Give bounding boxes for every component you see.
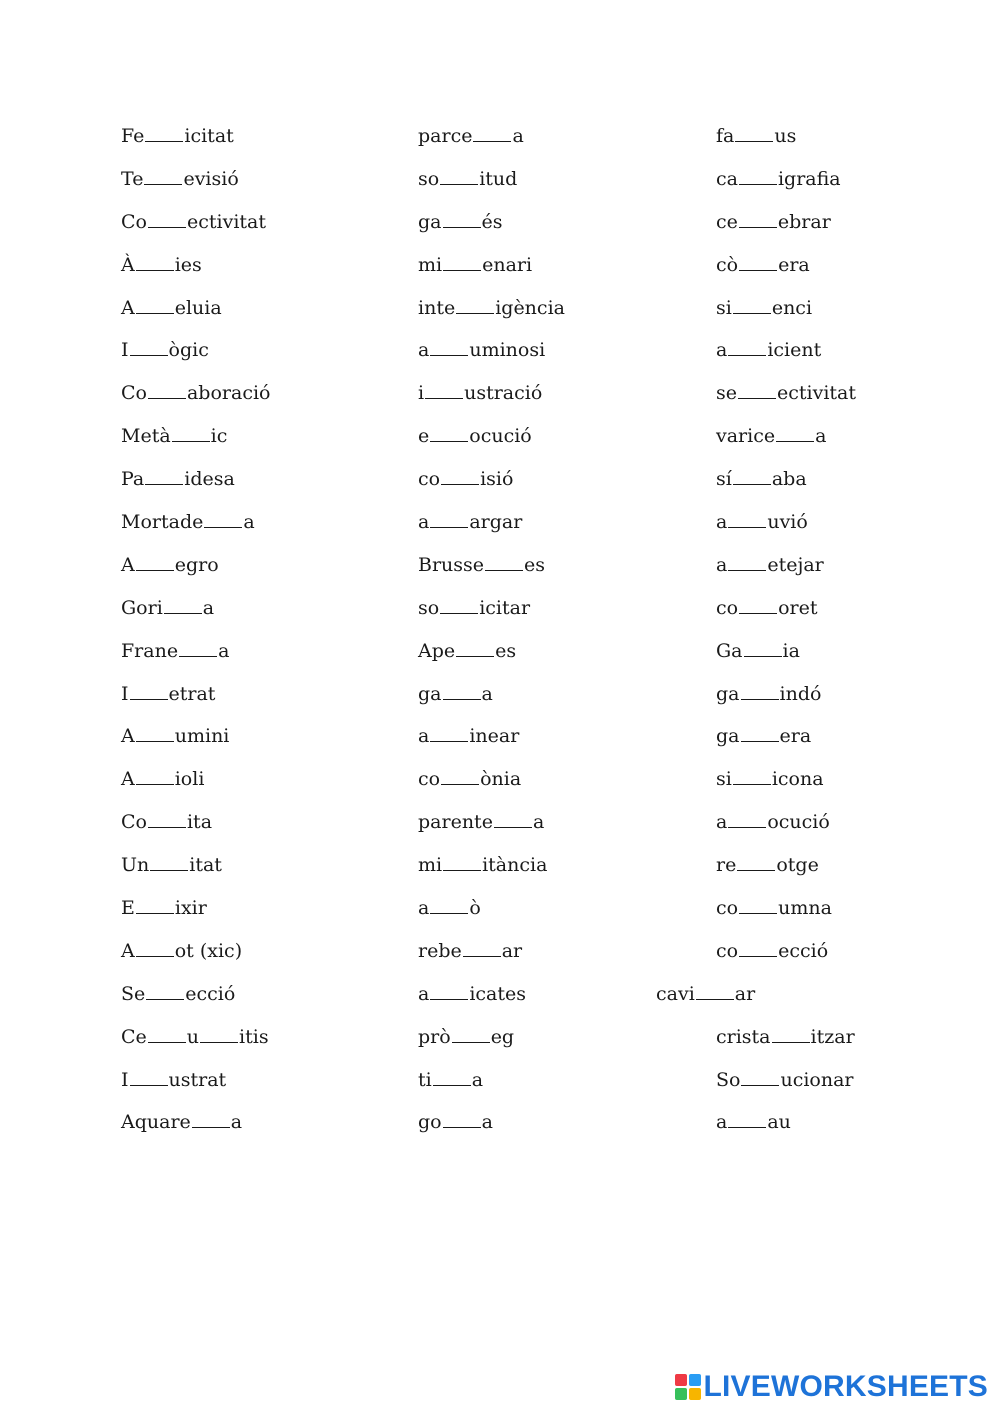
blank-line[interactable] xyxy=(733,466,771,485)
word-item xyxy=(716,807,856,850)
word-fragment: co xyxy=(716,897,739,920)
blank-line[interactable] xyxy=(463,938,501,957)
blank-line[interactable] xyxy=(733,766,771,785)
word-fragment: a xyxy=(815,425,827,448)
word-item xyxy=(418,378,565,421)
word-item xyxy=(716,593,856,636)
blank-line[interactable] xyxy=(443,852,481,871)
word-item xyxy=(418,164,565,207)
word-fragment: A xyxy=(121,768,135,791)
word-item xyxy=(716,936,856,979)
word-item xyxy=(716,679,856,722)
blank-line[interactable] xyxy=(443,209,481,228)
word-fragment: icates xyxy=(469,982,527,1005)
blank-line[interactable] xyxy=(136,295,174,314)
word-fragment: ita xyxy=(186,811,213,834)
word-item xyxy=(121,421,270,464)
word-column-3 xyxy=(656,121,857,1150)
word-item xyxy=(121,850,270,893)
word-fragment: és xyxy=(481,210,503,233)
blank-line[interactable] xyxy=(441,466,479,485)
word-fragment: enari xyxy=(482,253,533,276)
blank-line[interactable] xyxy=(172,423,210,442)
word-item xyxy=(121,550,270,593)
word-item xyxy=(716,121,856,164)
word-fragment: I xyxy=(121,682,129,705)
word-item xyxy=(418,464,565,507)
word-item xyxy=(716,550,856,593)
blank-line[interactable] xyxy=(192,1109,230,1128)
word-fragment: etejar xyxy=(767,553,824,576)
blank-line[interactable] xyxy=(144,166,182,185)
word-fragment: Brusse xyxy=(418,553,485,576)
blank-line[interactable] xyxy=(443,681,481,700)
word-column-2 xyxy=(418,121,565,1150)
word-item xyxy=(716,721,856,764)
word-fragment: icient xyxy=(767,339,822,362)
word-item xyxy=(121,121,270,164)
word-fragment: so xyxy=(418,596,440,619)
word-item xyxy=(418,1107,565,1150)
word-item xyxy=(418,207,565,250)
blank-line[interactable] xyxy=(728,1109,766,1128)
blank-line[interactable] xyxy=(738,380,776,399)
blank-line[interactable] xyxy=(456,638,494,657)
word-fragment: ca xyxy=(716,167,738,190)
word-fragment: I xyxy=(121,1068,129,1091)
word-fragment: si xyxy=(716,296,732,319)
word-fragment: Aquare xyxy=(121,1111,191,1134)
word-fragment: ecció xyxy=(778,939,829,962)
word-fragment: etrat xyxy=(168,682,216,705)
blank-line[interactable] xyxy=(136,895,174,914)
word-item xyxy=(418,550,565,593)
word-item xyxy=(121,335,270,378)
blank-line[interactable] xyxy=(145,466,183,485)
word-fragment: a xyxy=(716,339,728,362)
word-fragment: parente xyxy=(418,811,493,834)
word-fragment: ucionar xyxy=(780,1068,854,1091)
word-item xyxy=(121,293,270,336)
blank-line[interactable] xyxy=(136,552,174,571)
word-fragment: a xyxy=(716,553,728,576)
word-item xyxy=(716,507,856,550)
blank-line[interactable] xyxy=(148,809,186,828)
word-fragment: ic xyxy=(210,425,228,448)
blank-line[interactable] xyxy=(430,895,468,914)
word-fragment: enci xyxy=(771,296,813,319)
word-fragment: ecció xyxy=(185,982,236,1005)
word-fragment: ar xyxy=(501,939,523,962)
blank-line[interactable] xyxy=(136,766,174,785)
word-fragment: us xyxy=(774,125,797,147)
word-fragment: Co xyxy=(121,210,147,233)
word-fragment: era xyxy=(779,725,812,748)
word-fragment: icona xyxy=(771,768,824,791)
brand-text: LIVEWORKSHEETS xyxy=(703,1370,988,1403)
blank-line[interactable] xyxy=(739,252,777,271)
blank-line[interactable] xyxy=(739,166,777,185)
blank-line[interactable] xyxy=(136,723,174,742)
word-fragment: Frane xyxy=(121,639,179,662)
word-item xyxy=(121,1107,270,1150)
word-item xyxy=(418,1065,565,1108)
blank-line[interactable] xyxy=(473,123,511,142)
word-fragment: mi xyxy=(418,253,443,276)
blank-line[interactable] xyxy=(136,938,174,957)
word-item xyxy=(121,250,270,293)
word-fragment: umini xyxy=(174,725,230,748)
word-item xyxy=(716,1065,856,1108)
word-fragment: egro xyxy=(174,553,219,576)
blank-line[interactable] xyxy=(443,252,481,271)
word-item xyxy=(418,721,565,764)
word-fragment: À xyxy=(121,253,135,276)
word-fragment: ocució xyxy=(469,425,532,448)
blank-line[interactable] xyxy=(130,1067,168,1086)
word-fragment: Gori xyxy=(121,596,163,619)
blank-line[interactable] xyxy=(146,981,184,1000)
word-fragment: fa xyxy=(716,125,735,147)
blank-line[interactable] xyxy=(741,723,779,742)
word-item xyxy=(121,207,270,250)
word-fragment: es xyxy=(524,553,546,576)
word-item xyxy=(716,207,856,250)
word-fragment: a xyxy=(218,639,230,662)
word-item xyxy=(418,1022,565,1065)
word-fragment: argar xyxy=(469,511,523,534)
word-fragment: ectivitat xyxy=(777,382,857,405)
word-fragment: co xyxy=(716,939,739,962)
word-item xyxy=(121,636,270,679)
word-fragment: co xyxy=(418,468,441,491)
blank-line[interactable] xyxy=(728,337,766,356)
word-fragment: a xyxy=(471,1068,484,1091)
blank-line[interactable] xyxy=(744,638,782,657)
word-item xyxy=(418,936,565,979)
word-fragment: So xyxy=(716,1068,741,1091)
word-fragment: Co xyxy=(121,382,147,405)
word-item xyxy=(716,636,856,679)
word-fragment: ixir xyxy=(174,897,207,920)
word-fragment: icitar xyxy=(479,596,531,619)
word-item xyxy=(716,850,856,893)
word-fragment: Metà xyxy=(121,425,171,448)
word-fragment: ustració xyxy=(464,382,543,405)
word-item xyxy=(121,1065,270,1108)
blank-line[interactable] xyxy=(430,509,468,528)
word-fragment: u xyxy=(186,1025,200,1048)
word-item xyxy=(121,1022,270,1065)
word-fragment: aboració xyxy=(186,382,271,405)
word-item xyxy=(716,335,856,378)
word-fragment: se xyxy=(716,382,737,405)
word-fragment: Ga xyxy=(716,639,743,662)
word-fragment: a xyxy=(418,339,430,362)
word-fragment: igència xyxy=(495,296,565,319)
word-fragment: au xyxy=(767,1111,791,1134)
word-item xyxy=(418,593,565,636)
word-fragment: ònia xyxy=(480,768,522,791)
word-item xyxy=(716,421,856,464)
blank-line[interactable] xyxy=(772,1024,810,1043)
word-fragment: ioli xyxy=(174,768,205,791)
word-item xyxy=(656,979,856,1022)
word-fragment: Pa xyxy=(121,468,145,491)
word-fragment: inte xyxy=(418,296,456,319)
word-fragment: a xyxy=(418,897,430,920)
word-fragment: a xyxy=(230,1111,243,1134)
word-fragment: ebrar xyxy=(777,210,831,233)
word-fragment: oret xyxy=(778,596,818,619)
word-fragment: parce xyxy=(418,125,473,147)
word-fragment: umna xyxy=(778,897,832,920)
word-fragment: ò xyxy=(469,897,481,920)
blank-line[interactable] xyxy=(741,1067,779,1086)
word-item xyxy=(121,679,270,722)
blank-line[interactable] xyxy=(443,1109,481,1128)
word-fragment: Co xyxy=(121,811,147,834)
word-fragment: ocució xyxy=(767,811,830,834)
word-item xyxy=(418,893,565,936)
word-fragment: itzar xyxy=(810,1025,855,1048)
word-item xyxy=(418,421,565,464)
word-fragment: igrafia xyxy=(777,167,841,190)
word-fragment: ustrat xyxy=(168,1068,227,1091)
word-fragment: ga xyxy=(418,682,442,705)
blank-line[interactable] xyxy=(728,509,766,528)
word-fragment: a xyxy=(716,511,728,534)
word-fragment: uminosi xyxy=(469,339,546,362)
word-fragment: uvió xyxy=(767,511,808,534)
word-item xyxy=(121,507,270,550)
word-item xyxy=(121,164,270,207)
word-fragment: itat xyxy=(189,854,222,877)
word-fragment: A xyxy=(121,725,135,748)
blank-line[interactable] xyxy=(485,552,523,571)
word-fragment: A xyxy=(121,553,135,576)
word-item xyxy=(716,1022,856,1065)
word-item xyxy=(121,979,270,1022)
word-item xyxy=(418,507,565,550)
word-fragment: eluia xyxy=(174,296,222,319)
blank-line[interactable] xyxy=(452,1024,490,1043)
blank-line[interactable] xyxy=(741,681,779,700)
word-fragment: inear xyxy=(469,725,520,748)
word-fragment: a xyxy=(243,511,255,534)
word-fragment: a xyxy=(481,682,493,705)
blank-line[interactable] xyxy=(150,852,188,871)
word-item xyxy=(121,721,270,764)
word-fragment: Mortade xyxy=(121,511,204,534)
word-item xyxy=(716,893,856,936)
word-fragment: ia xyxy=(782,639,800,662)
word-fragment: ies xyxy=(174,253,202,276)
word-fragment: Un xyxy=(121,854,150,877)
blank-line[interactable] xyxy=(739,209,777,228)
word-column-1 xyxy=(121,121,270,1150)
word-item xyxy=(418,335,565,378)
blank-line[interactable] xyxy=(200,1024,238,1043)
word-item xyxy=(121,464,270,507)
blank-line[interactable] xyxy=(733,295,771,314)
word-fragment: re xyxy=(716,854,737,877)
word-fragment: ga xyxy=(716,682,740,705)
blank-line[interactable] xyxy=(136,252,174,271)
blank-line[interactable] xyxy=(494,809,532,828)
blank-line[interactable] xyxy=(148,1024,186,1043)
word-item xyxy=(716,378,856,421)
word-fragment: crista xyxy=(716,1025,771,1048)
blank-line[interactable] xyxy=(456,295,494,314)
blank-line[interactable] xyxy=(441,766,479,785)
word-fragment: co xyxy=(418,768,441,791)
blank-line[interactable] xyxy=(440,595,478,614)
word-fragment: a xyxy=(418,511,430,534)
word-item xyxy=(716,764,856,807)
word-fragment: E xyxy=(121,897,135,920)
word-fragment: I xyxy=(121,339,129,362)
blank-line[interactable] xyxy=(430,981,468,1000)
word-fragment: e xyxy=(418,425,430,448)
word-item xyxy=(121,593,270,636)
blank-line[interactable] xyxy=(737,852,775,871)
word-item xyxy=(121,936,270,979)
word-fragment: aba xyxy=(771,468,807,491)
liveworksheets-logo-icon xyxy=(675,1374,701,1400)
word-fragment: prò xyxy=(418,1025,451,1048)
word-fragment: A xyxy=(121,939,135,962)
word-fragment: itud xyxy=(479,167,518,190)
blank-line[interactable] xyxy=(440,166,478,185)
word-fragment: evisió xyxy=(183,167,239,190)
word-fragment: si xyxy=(716,768,732,791)
word-item xyxy=(121,764,270,807)
word-item xyxy=(716,1107,856,1150)
word-fragment: ot (xic) xyxy=(174,939,243,962)
blank-line[interactable] xyxy=(739,895,777,914)
word-fragment: cò xyxy=(716,253,739,276)
word-fragment: ectivitat xyxy=(186,210,266,233)
blank-line[interactable] xyxy=(430,337,468,356)
blank-line[interactable] xyxy=(728,809,766,828)
word-fragment: ar xyxy=(734,982,756,1005)
word-fragment: ga xyxy=(418,210,442,233)
word-fragment: a xyxy=(418,725,430,748)
blank-line[interactable] xyxy=(425,380,463,399)
word-fragment: icitat xyxy=(184,125,234,147)
word-fragment: cavi xyxy=(656,982,695,1005)
word-fragment: varice xyxy=(716,425,776,448)
blank-line[interactable] xyxy=(179,638,217,657)
blank-line[interactable] xyxy=(164,595,202,614)
word-item xyxy=(716,464,856,507)
word-fragment: a xyxy=(418,982,430,1005)
word-fragment: otge xyxy=(776,854,819,877)
word-item xyxy=(418,807,565,850)
word-item xyxy=(121,893,270,936)
blank-line[interactable] xyxy=(148,209,186,228)
word-fragment: so xyxy=(418,167,440,190)
word-item xyxy=(418,764,565,807)
blank-line[interactable] xyxy=(130,337,168,356)
word-fragment: a xyxy=(481,1111,493,1134)
word-item xyxy=(121,807,270,850)
blank-line[interactable] xyxy=(739,938,777,957)
word-fragment: Ce xyxy=(121,1025,147,1048)
blank-line[interactable] xyxy=(130,681,168,700)
word-fragment: Ape xyxy=(418,639,456,662)
blank-line[interactable] xyxy=(696,981,734,1000)
word-fragment: i xyxy=(418,382,425,405)
word-fragment: ògic xyxy=(168,339,209,362)
word-item xyxy=(418,679,565,722)
blank-line[interactable] xyxy=(739,595,777,614)
blank-line[interactable] xyxy=(430,723,468,742)
word-fragment: go xyxy=(418,1111,442,1134)
blank-line[interactable] xyxy=(430,423,468,442)
word-item xyxy=(418,979,565,1022)
word-fragment: eg xyxy=(490,1025,515,1048)
word-item xyxy=(418,850,565,893)
blank-line[interactable] xyxy=(148,380,186,399)
blank-line[interactable] xyxy=(145,123,183,142)
word-fragment: Se xyxy=(121,982,146,1005)
word-item xyxy=(418,636,565,679)
word-fragment: ti xyxy=(418,1068,432,1091)
word-fragment: a xyxy=(716,811,728,834)
word-item xyxy=(716,293,856,336)
word-fragment: isió xyxy=(480,468,514,491)
word-fragment: mi xyxy=(418,854,443,877)
word-item xyxy=(716,164,856,207)
word-fragment: a xyxy=(716,1111,728,1134)
word-fragment: a xyxy=(512,125,524,147)
word-fragment: a xyxy=(202,596,215,619)
word-fragment: a xyxy=(532,811,545,834)
word-item xyxy=(418,250,565,293)
blank-line[interactable] xyxy=(735,123,773,142)
word-fragment: Fe xyxy=(121,125,145,147)
blank-line[interactable] xyxy=(204,509,242,528)
word-item xyxy=(418,121,565,164)
word-fragment: Te xyxy=(121,167,144,190)
word-fragment: rebe xyxy=(418,939,462,962)
word-fragment: sí xyxy=(716,468,732,491)
word-fragment: A xyxy=(121,296,135,319)
word-fragment: indó xyxy=(779,682,822,705)
word-fragment: idesa xyxy=(184,468,235,491)
blank-line[interactable] xyxy=(728,552,766,571)
word-item xyxy=(121,378,270,421)
word-item xyxy=(716,250,856,293)
blank-line[interactable] xyxy=(776,423,814,442)
liveworksheets-brand xyxy=(675,1370,989,1404)
word-fragment: era xyxy=(778,253,810,276)
word-fragment: es xyxy=(495,639,517,662)
word-fragment: co xyxy=(716,596,739,619)
word-fragment: ce xyxy=(716,210,738,233)
word-fragment: itància xyxy=(482,854,548,877)
word-item xyxy=(418,293,565,336)
word-fragment: itis xyxy=(239,1025,269,1048)
word-fragment: ga xyxy=(716,725,740,748)
blank-line[interactable] xyxy=(433,1067,471,1086)
